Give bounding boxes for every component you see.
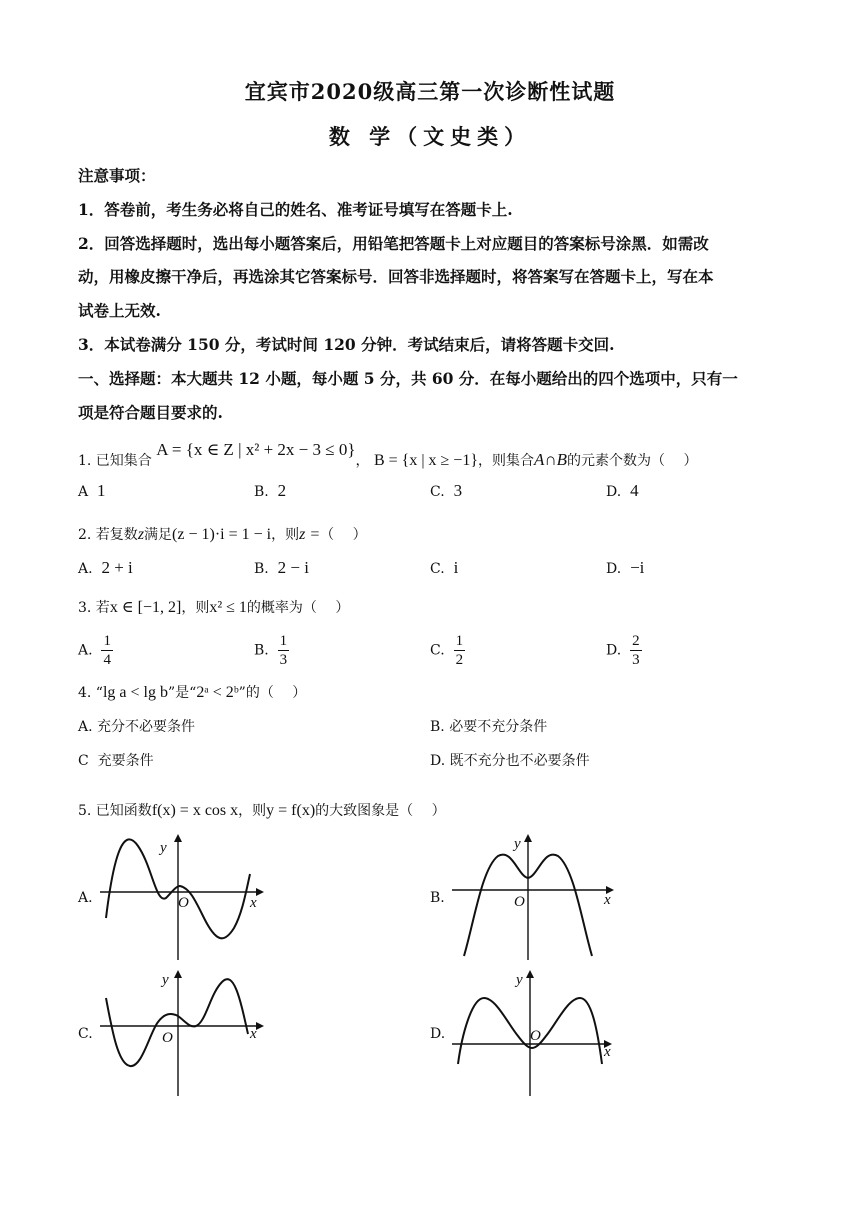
origin-label: O [530,1028,541,1044]
option-value: 3 [453,481,463,500]
y-axis-arrow [174,970,182,978]
q2-equation: (z − 1)·i = 1 − i [172,526,272,543]
numerator: 2 [632,633,640,649]
q2-mid2: ，则 [271,527,300,543]
numerator: 1 [279,633,288,649]
q1-set-b: B = {x | x ≥ −1} [373,452,478,469]
q5-graph-b[interactable] [452,832,622,964]
y-axis-label: y [160,840,167,856]
q4-option-b[interactable] [430,716,547,736]
q5-graph-c[interactable] [100,968,270,1100]
option-label: C. [430,561,445,577]
q2-prefix: 2. 若复数 [78,527,138,543]
q1-suffix: 的元素个数为（ ） [567,453,698,469]
exam-subtitle: 数 学（文史类） [328,124,532,149]
q1-set-a: A = {x ∈ Z | x² + 2x − 3 ≤ 0} [156,440,356,459]
option-value: 2 + i [101,558,133,577]
option-value: 2 − i [277,558,309,577]
numerator: 1 [103,633,111,649]
question-4 [78,682,306,702]
q4-option-a[interactable] [78,716,195,736]
q1-prefix: 1. 已知集合 [78,453,152,469]
function-curve [106,979,248,1066]
origin-label: O [178,895,189,911]
q1-mid: ，则集合 [478,453,534,469]
option-value: 4 [630,481,639,500]
q2-suffix: （ ） [320,527,367,543]
option-label: B. [254,484,269,500]
q3-condition: x ∈ [−1, 2] [109,599,182,616]
x-axis-label: x [250,1026,257,1042]
q5-mid: ，则 [238,803,267,819]
option-label: A. [78,719,93,735]
fraction [630,632,642,669]
q5-graph-d[interactable] [452,968,622,1100]
fraction [454,632,466,669]
q2-var-z: z [137,526,145,543]
option-value: 充分不必要条件 [97,719,196,735]
q3-option-a[interactable] [78,632,113,669]
q5-function: f(x) = x cos x [151,802,239,819]
section-heading-line2: 项是符合题目要求的. [78,403,223,422]
q1-option-b[interactable] [254,481,286,501]
option-label: A. [78,642,93,659]
q1-intersection: A∩B [534,450,568,469]
question-1: 1. 已知集合 A = {x ∈ Z | x² + 2x − 3 ≤ 0}， B = {x | x ≥ −1}，则集合A∩B的元素个数为（ ） [78,440,698,469]
option-label: D. [606,484,622,500]
option-label: D. [606,561,622,577]
q4-option-c[interactable] [78,750,154,770]
option-label: B. [254,561,269,577]
q3-mid: ，则 [181,600,210,616]
q1-option-a[interactable] [78,481,106,501]
option-value: 2 [277,481,287,500]
q2-option-b[interactable] [254,558,309,578]
q1-option-d[interactable] [606,481,639,501]
origin-label: O [162,1030,173,1046]
q2-option-d[interactable] [606,558,644,578]
denominator: 3 [632,652,640,668]
q5-y-equals: y = f(x) [266,802,316,819]
fraction [101,632,113,669]
x-axis-label: x [604,892,611,908]
q5-prefix: 5. 已知函数 [78,803,152,819]
fraction [278,632,290,669]
option-value: i [453,558,459,577]
y-axis-label: y [514,836,521,852]
denominator: 3 [279,652,288,668]
y-axis-arrow [524,834,532,842]
q3-option-d[interactable] [606,632,642,669]
section-heading-line1: 一、选择题：本大题共 12 小题，每小题 5 分，共 60 分．在每小题给出的四个选项中，只有一 [78,369,738,388]
notice-item-3: 3．本试卷满分 150 分，考试时间 120 分钟．考试结束后，请将答题卡交回. [78,335,615,354]
q2-answer-var: z = [299,526,321,543]
question-3 [78,597,349,617]
notice-heading: 注意事项： [78,166,156,185]
option-value: 既不充分也不必要条件 [449,753,590,769]
option-value: −i [630,558,645,577]
x-axis-label: x [250,895,257,911]
option-value: 必要不充分条件 [449,719,548,735]
question-2 [78,524,367,544]
q3-prefix: 3. 若 [78,600,110,616]
origin-label: O [514,894,525,910]
question-5 [78,800,446,820]
q4-part1: 4. “ [78,685,103,701]
option-value: 1 [97,481,106,500]
option-label: D. [430,753,446,769]
y-axis-label: y [516,972,523,988]
q4-condition2: 2ᵃ < 2ᵇ [196,684,239,701]
q5-option-b-label[interactable]: B. [430,890,445,906]
option-label: C. [430,484,445,500]
x-axis-arrow [256,888,264,896]
q3-option-c[interactable] [430,632,465,669]
option-label: B. [430,719,445,735]
y-axis-arrow [526,970,534,978]
denominator: 4 [103,652,111,668]
notice-item-1: 1．答卷前，考生务必将自己的姓名、准考证号填写在答题卡上. [78,200,513,219]
option-label: C [78,753,89,769]
q3-inequality: x² ≤ 1 [209,599,247,616]
notice-item-2-line2: 动，用橡皮擦干净后，再选涂其它答案标号．回答非选择题时，将答案写在答题卡上，写在本 [78,267,714,286]
option-label: A [78,484,89,500]
q5-option-c-label[interactable]: C. [78,1026,93,1042]
y-axis-arrow [174,834,182,842]
denominator: 2 [455,652,464,668]
option-label: A. [78,561,93,577]
option-label: D. [606,642,622,659]
q4-part2: ”是“ [167,685,197,701]
exam-title: 宜宾市2020级高三第一次诊断性试题 [244,79,616,104]
q2-option-a[interactable] [78,558,133,578]
notice-item-2-line3: 试卷上无效. [78,301,161,320]
q4-condition1: lg a < lg b [102,684,168,701]
y-axis-label: y [162,972,169,988]
q1-option-c[interactable] [430,481,462,501]
q2-option-c[interactable] [430,558,458,578]
q5-option-d-label[interactable]: D. [430,1026,446,1042]
option-value: 充要条件 [97,753,154,769]
q5-graph-a[interactable] [100,832,270,964]
q2-mid: 满足 [144,527,173,543]
q5-suffix: 的大致图象是（ ） [315,803,446,819]
q3-option-b[interactable] [254,632,289,669]
option-label: C. [430,642,445,659]
q5-option-a-label[interactable]: A. [78,890,93,906]
numerator: 1 [455,633,464,649]
q3-suffix: 的概率为（ ） [246,600,350,616]
notice-item-2-line1: 2．回答选择题时，选出每小题答案后，用铅笔把答题卡上对应题目的答案标号涂黑．如需改 [78,234,709,253]
q4-option-d[interactable] [430,750,590,770]
x-axis-arrow [256,1022,264,1030]
x-axis-label: x [604,1044,611,1060]
q4-part3: ”的（ ） [238,685,307,701]
option-label: B. [254,642,269,659]
